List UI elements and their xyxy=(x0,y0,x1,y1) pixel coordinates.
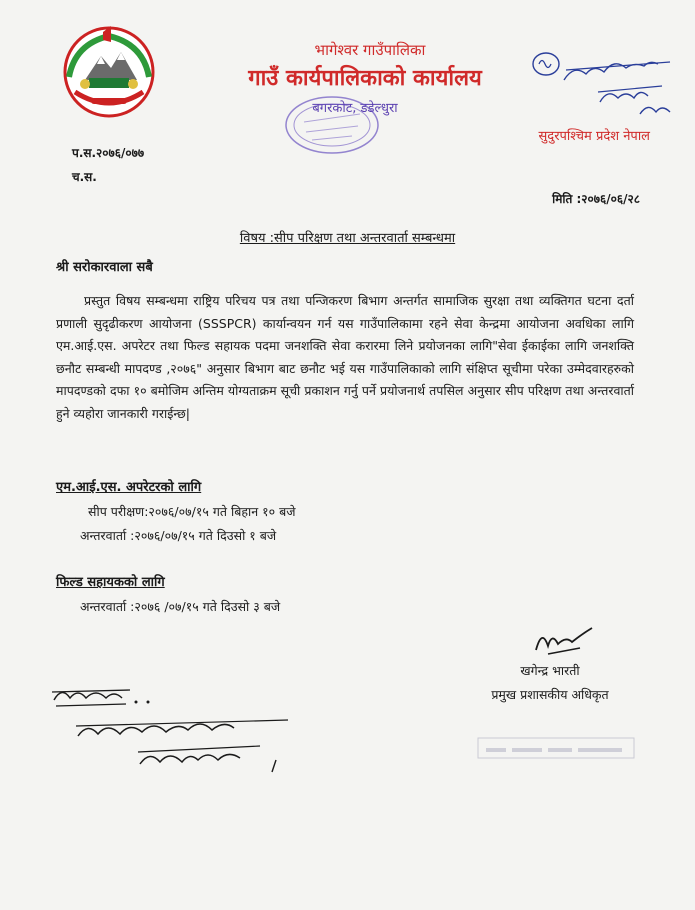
schedule-field-interview: अन्तरवार्ता :२०७६ /०७/१५ गते दिउसो ३ बजे xyxy=(80,599,281,614)
letter-subject xyxy=(0,228,695,246)
province-name: सुदुरपश्चिम प्रदेश नेपाल xyxy=(538,129,650,144)
office-seal-icon xyxy=(282,92,382,158)
dispatch-number: च.स. xyxy=(72,170,97,184)
nepal-emblem-icon xyxy=(55,22,163,122)
section-heading-mis: एम.आई.एस. अपरेटरको लागि xyxy=(56,480,202,495)
body-paragraph: प्रस्तुत विषय सम्बन्धमा राष्ट्रिय परिचय पत्र तथा पन्जिकरण बिभाग अन्तर्गत सामाजिक सुरक्षा तथा व्यक्तिगत घटना दर्ता प्रणाली सुदृढीकरण आयोजना (SSSPCR) कार्यान्वयन गर्न यस गाउँपालिकामा रहने सेवा केन्द्रमा आयोजना अवधिका लागि एम.आई.एस. अपरेटर तथा फिल्ड सहायक पदमा जनशक्ति सेवा करारमा लिने प्रयोजनका लागि"सेवा ईकाईका लागि जनशक्ति छनौट सम्बन्धी मापदण्ड ,२०७६" अनुसार बिभाग बाट छनौट भई यस गाउँपालिकाको लागि संक्षिप्त सूचीमा परेका उम्मेदवारहरुको मापदण्डको दफा १० बमोजिम अन्तिम योग्यताक्रम सूची प्रकाशन गर्नु पर्ने प्रयोजनार्थ तपसिल अनुसार सीप परिक्षण तथा अन्तरवार्ता हुने व्यहोरा जानकारी गराईन्छ| xyxy=(56,293,634,421)
salutation: श्री सरोकारवाला सबै xyxy=(56,260,153,275)
faded-stamp-icon xyxy=(476,736,636,760)
handwritten-note-top xyxy=(530,40,680,120)
schedule-mis-interview: अन्तरवार्ता :२०७६/०७/१५ गते दिउसो १ बजे xyxy=(80,528,277,543)
subject-text: विषय :सीप परिक्षण तथा अन्तरवार्ता सम्बन्धमा xyxy=(239,231,456,246)
signatory-title: प्रमुख प्रशासकीय अधिकृत xyxy=(491,687,609,702)
municipality-name: भागेश्वर गाउँपालिका xyxy=(314,41,426,59)
letter-date: मिति :२०७६/०६/२८ xyxy=(552,192,640,206)
section-heading-field: फिल्ड सहायकको लागि xyxy=(56,575,165,590)
signature-icon xyxy=(528,622,598,658)
office-address: बगरकोट, डडेल्धुरा xyxy=(312,101,398,116)
office-name: गाउँ कार्यपालिकाको कार्यालय xyxy=(248,66,482,91)
reference-number: प.स.२०७६/०७७ xyxy=(72,146,145,160)
signatory-name: खगेन्द्र भारती xyxy=(520,663,580,678)
handwritten-note-bottom xyxy=(50,680,320,790)
schedule-mis-skill-test: सीप परीक्षण:२०७६/०७/१५ गते बिहान १० बजे xyxy=(88,504,296,519)
